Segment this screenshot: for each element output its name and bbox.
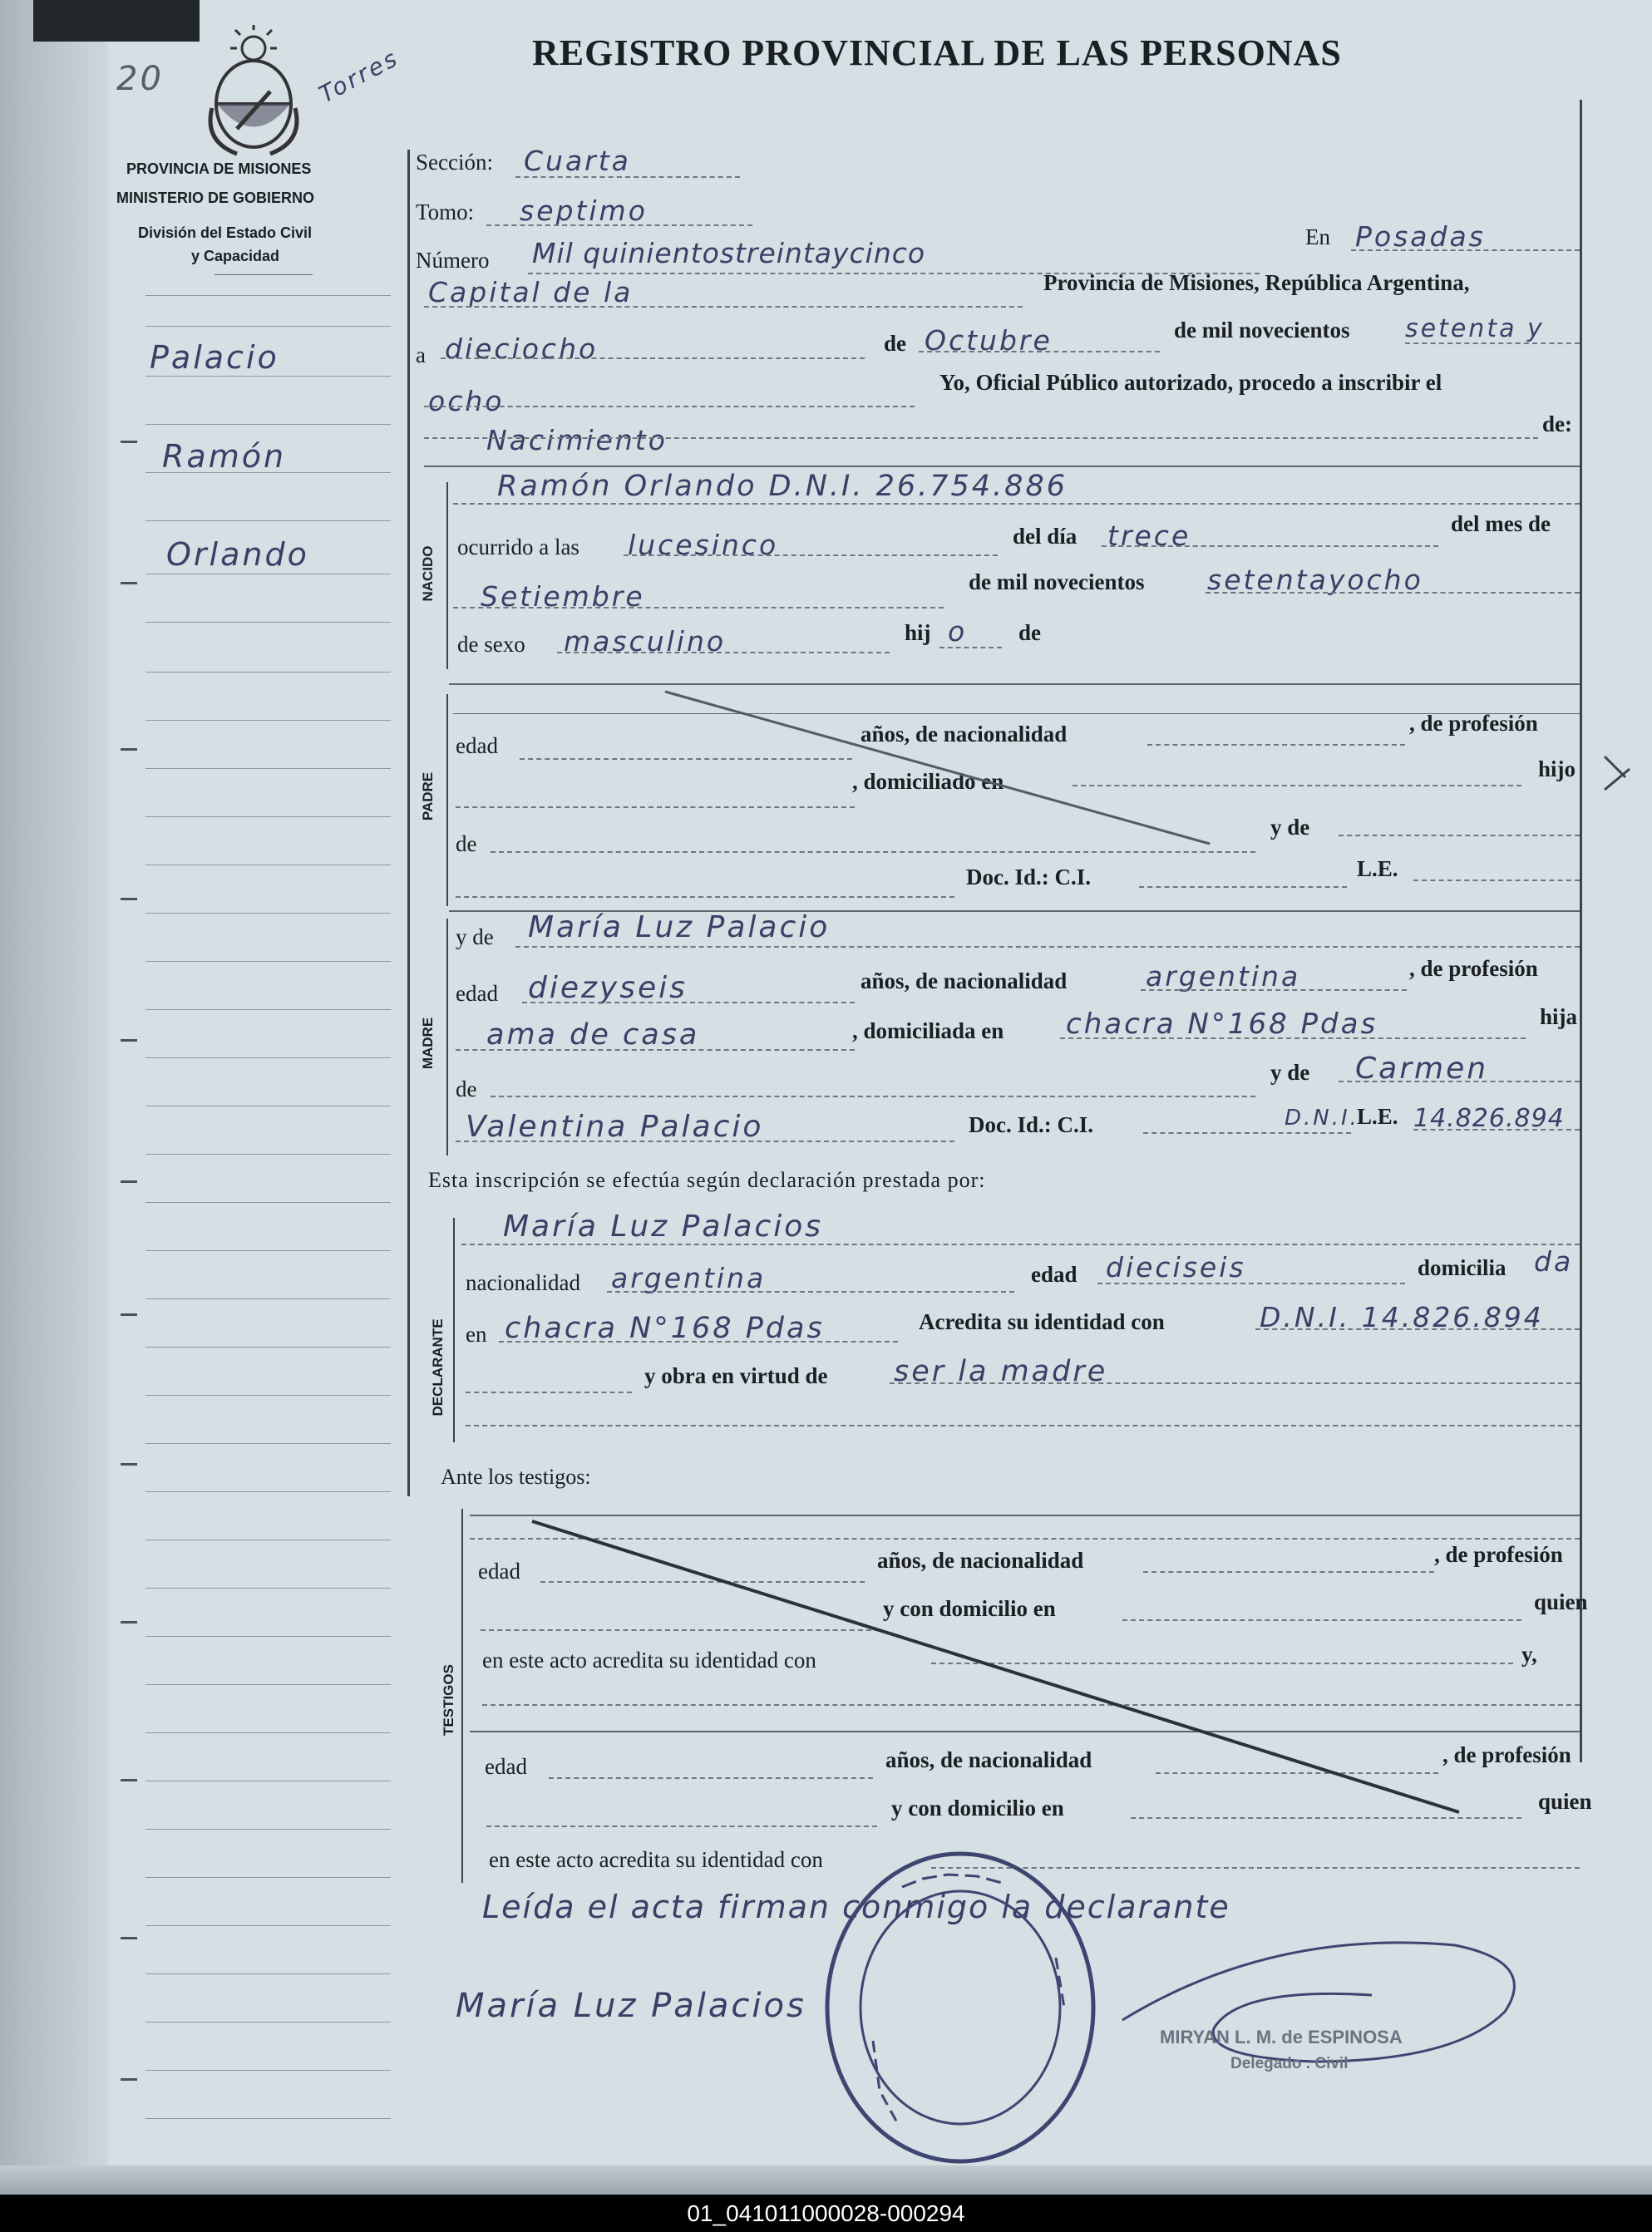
- nacido-section-label: NACIDO: [420, 545, 436, 602]
- declarante-domicilio-label: domicilia: [1418, 1255, 1507, 1280]
- declarante-acredita-label: Acredita su identidad con: [919, 1309, 1165, 1334]
- fecha-a-label: a: [416, 342, 426, 367]
- declarante-domicilio-prefix: da: [1534, 1245, 1574, 1278]
- fecha-mes-value: Octubre: [925, 324, 1053, 357]
- testigo2-edad-label: edad: [485, 1754, 527, 1779]
- declarante-signature: María Luz Palacios: [456, 1987, 806, 2025]
- padre-profesion-label: , de profesión: [1409, 711, 1538, 736]
- office-line-2: MINISTERIO DE GOBIERNO: [116, 190, 315, 206]
- madre-y-de-label: y de: [456, 924, 494, 949]
- testigo1-quien-label: quien: [1534, 1589, 1588, 1614]
- madre-le-value: 14.826.894: [1413, 1104, 1565, 1133]
- padre-hijo-label: hijo: [1538, 756, 1576, 781]
- ocurrido-hora-value: lucesinco: [628, 529, 779, 561]
- madre-edad-label: edad: [456, 981, 498, 1006]
- margin-note-name1: Ramón: [162, 438, 287, 475]
- declarante-edad-value: dieciseis: [1106, 1251, 1246, 1284]
- fecha-de-label: de: [884, 331, 906, 356]
- madre-de-label: de: [456, 1077, 477, 1101]
- madre-section-label: MADRE: [420, 1017, 436, 1070]
- declarante-obra-label: y obra en virtud de: [644, 1363, 828, 1388]
- oficial-cargo-stamp: Delegado . Civil: [1230, 2055, 1349, 2072]
- del-mes-label: del mes de: [1451, 511, 1551, 536]
- testigo2-anios-label: años, de nacionalidad: [885, 1747, 1092, 1772]
- testigo2-quien-label: quien: [1538, 1789, 1592, 1814]
- office-line-1: PROVINCIA DE MISIONES: [126, 160, 312, 177]
- capital-value: Capital de la: [428, 276, 634, 308]
- declarante-en-label: en: [466, 1322, 487, 1347]
- declaracion-text: Esta inscripción se efectúa según declaración prestada por:: [428, 1168, 986, 1192]
- nacido-anio-value: setentayocho: [1207, 564, 1423, 596]
- acto-suffix: de:: [1542, 411, 1572, 436]
- sexo-value: masculino: [564, 625, 727, 658]
- padre-le-label: L.E.: [1357, 856, 1398, 881]
- testigo1-anios-label: años, de nacionalidad: [877, 1548, 1084, 1573]
- testigo1-profesion-label: , de profesión: [1434, 1542, 1563, 1567]
- testigo2-profesion-label: , de profesión: [1442, 1742, 1571, 1767]
- declarante-obra-value: ser la madre: [894, 1355, 1108, 1388]
- provincia-text: Provincia de Misiones, República Argentina,: [1043, 270, 1470, 295]
- del-dia-value: trece: [1107, 520, 1191, 552]
- fecha-anio-value: setenta y: [1405, 314, 1545, 343]
- page-annotation: Torres: [314, 43, 404, 109]
- padre-section-label: PADRE: [420, 771, 436, 821]
- declarante-acredita-value: D.N.I. 14.826.894: [1260, 1301, 1544, 1333]
- sexo-label: de sexo: [457, 632, 525, 657]
- en-label: En: [1305, 224, 1330, 249]
- nacido-nombre-value: Ramón Orlando D.N.I. 26.754.886: [497, 470, 1068, 503]
- hij-de-label: de: [1018, 620, 1041, 645]
- office-line-4: y Capacidad: [191, 248, 280, 264]
- madre-hija-label: hija: [1540, 1004, 1578, 1029]
- testigo1-domicilio-label: y con domicilio en: [883, 1596, 1056, 1621]
- testigo2-acredita-label: en este acto acredita su identidad con: [489, 1847, 823, 1872]
- declarante-edad-label: edad: [1031, 1262, 1077, 1287]
- testigo1-acredita-label: en este acto acredita su identidad con: [482, 1648, 816, 1673]
- declarante-nombre-value: María Luz Palacios: [503, 1210, 824, 1244]
- oficial-text: Yo, Oficial Público autorizado, procedo a inscribir el: [939, 370, 1442, 395]
- numero-value: Mil quinientostreintaycinco: [532, 237, 926, 269]
- fecha-anio-value2: ocho: [428, 385, 505, 417]
- declarante-nacionalidad-label: nacionalidad: [466, 1270, 580, 1295]
- margin-note-name2: Orlando: [166, 536, 309, 573]
- padre-doc-label: Doc. Id.: C.I.: [966, 865, 1092, 889]
- madre-edad-value: diezyseis: [528, 971, 688, 1005]
- declarante-en-value: chacra N°168 Pdas: [505, 1312, 825, 1345]
- tomo-value: septimo: [520, 195, 648, 227]
- madre-madre-value: Valentina Palacio: [466, 1110, 764, 1144]
- testigos-section-label: TESTIGOS: [441, 1664, 456, 1736]
- madre-padre-value: Carmen: [1355, 1052, 1489, 1086]
- padre-edad-label: edad: [456, 733, 498, 758]
- tomo-label: Tomo:: [416, 200, 475, 224]
- hij-label: hij: [905, 620, 931, 645]
- fecha-anio-label: de mil novecientos: [1174, 318, 1350, 342]
- leida-note: Leída el acta firman conmigo la declarante: [482, 1889, 1230, 1925]
- document-title: REGISTRO PROVINCIAL DE LAS PERSONAS: [532, 32, 1342, 73]
- acto-value: Nacimiento: [486, 424, 668, 456]
- page-number: 20: [116, 60, 164, 98]
- hij-value: o: [948, 615, 968, 648]
- testigos-intro: Ante los testigos:: [441, 1465, 591, 1489]
- image-caption: 01_041011000028-000294: [0, 2195, 1652, 2232]
- numero-label: Número: [416, 248, 490, 273]
- madre-nacionalidad-value: argentina: [1146, 960, 1301, 993]
- seccion-label: Sección:: [416, 150, 493, 175]
- madre-anios-label: años, de nacionalidad: [861, 968, 1068, 993]
- seccion-value: Cuarta: [524, 145, 631, 177]
- madre-le-label: L.E.: [1357, 1104, 1398, 1129]
- ocurrido-label: ocurrido a las: [457, 535, 579, 559]
- madre-doc-value: D.N.I.: [1285, 1106, 1359, 1131]
- madre-profesion-value: ama de casa: [486, 1018, 700, 1052]
- fecha-dia-value: dieciocho: [445, 333, 599, 365]
- office-line-3: División del Estado Civil: [138, 224, 313, 241]
- declarante-section-label: DECLARANTE: [430, 1318, 446, 1417]
- nacido-mes-value: Setiembre: [481, 580, 645, 613]
- madre-domicilio-label: , domiciliada en: [852, 1018, 1004, 1043]
- testigo2-domicilio-label: y con domicilio en: [891, 1796, 1064, 1821]
- en-value: Posadas: [1355, 220, 1486, 253]
- margin-note-surname: Palacio: [150, 339, 279, 376]
- declarante-nacionalidad-value: argentina: [611, 1262, 767, 1294]
- madre-domicilio-value: chacra N°168 Pdas: [1066, 1008, 1378, 1041]
- madre-y-de-label2: y de: [1270, 1060, 1310, 1085]
- padre-y-de-label: y de: [1270, 815, 1310, 840]
- padre-de-label: de: [456, 831, 477, 856]
- padre-anios-label: años, de nacionalidad: [861, 722, 1068, 746]
- madre-doc-label: Doc. Id.: C.I.: [969, 1112, 1094, 1137]
- oficial-name-stamp: MIRYAN L. M. de ESPINOSA: [1160, 2027, 1403, 2047]
- nacido-anio-label: de mil novecientos: [969, 569, 1145, 594]
- padre-domicilio-label: , domiciliado en: [852, 769, 1004, 794]
- madre-profesion-label: , de profesión: [1409, 956, 1538, 981]
- testigo1-y-label: y,: [1521, 1642, 1537, 1667]
- madre-nombre-value: María Luz Palacio: [528, 910, 831, 944]
- testigo1-edad-label: edad: [478, 1559, 520, 1584]
- del-dia-label: del día: [1013, 524, 1077, 549]
